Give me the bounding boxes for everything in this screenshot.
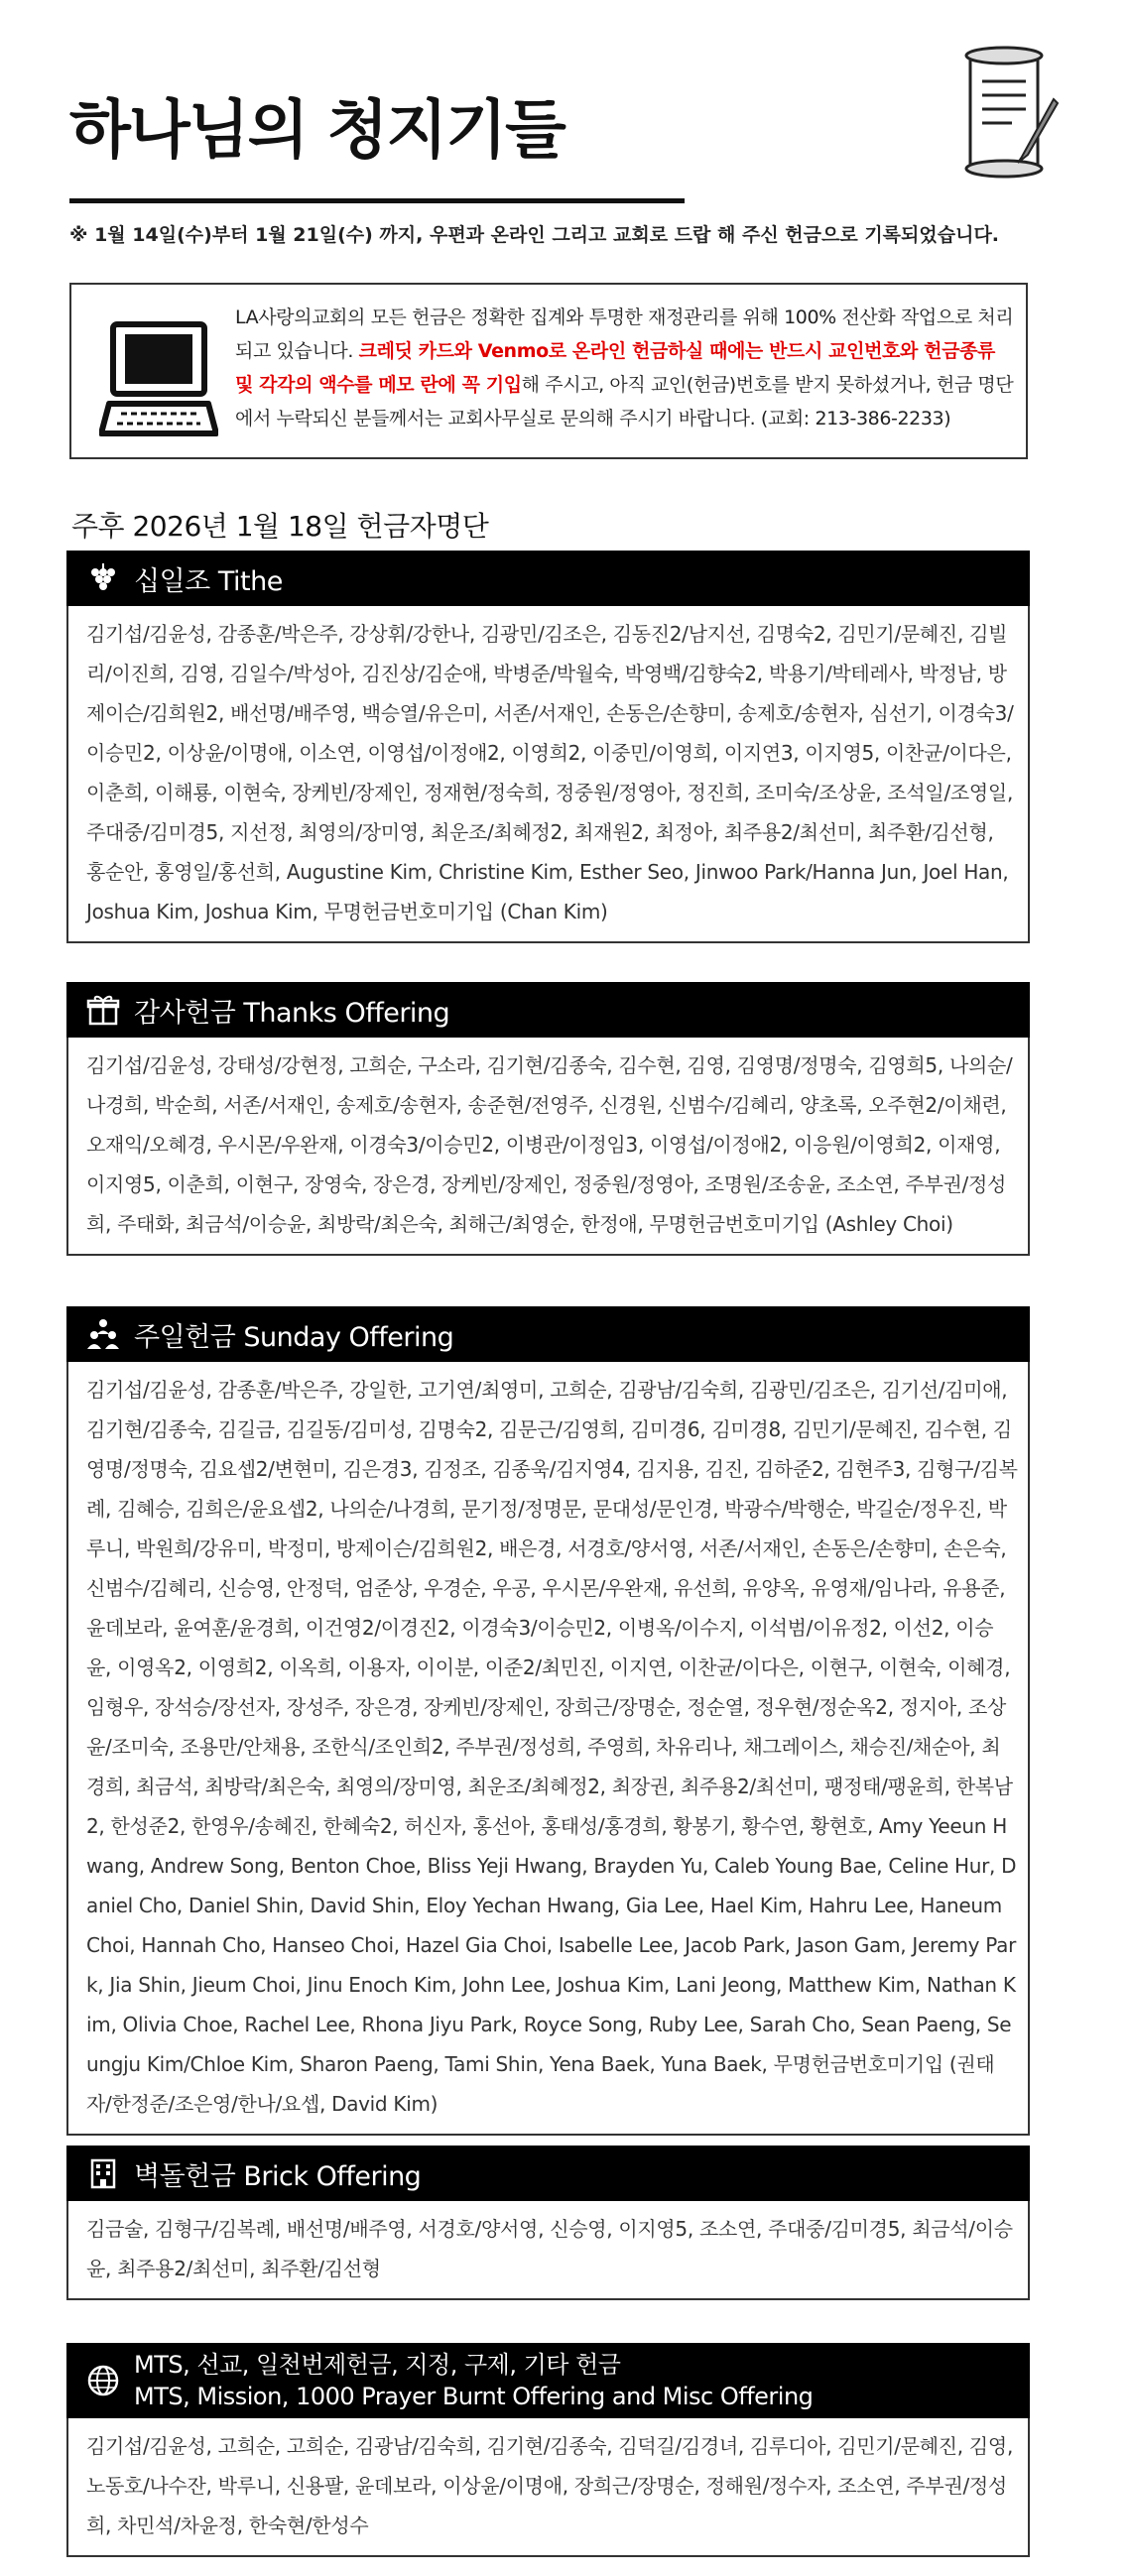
section-tithe-title: 십일조 Tithe (134, 565, 283, 597)
notice-part2: 해 주시고, 아직 교인(헌금)번호를 받지 못하셨거나, 헌금 명단에서 누락되신 분들께서는 교회사무실로 문의해 주시기 바랍니다. (교회: 213-386-2233) (235, 374, 1014, 429)
section-mts-title (134, 2349, 813, 2412)
title-underline (69, 198, 685, 203)
section-brick-names: 김금술, 김형구/김복례, 배선명/배주영, 서경호/양서영, 신승영, 이지영5, 조소연, 주대중/김미경5, 최금석/이승윤, 최주용2/최선미, 최주환/김선형 (66, 2201, 1030, 2300)
section-thanks (66, 982, 1030, 1256)
section-mts (66, 2343, 1030, 2557)
section-thanks-title: 감사헌금 Thanks Offering (134, 997, 450, 1029)
section-brick-header (66, 2146, 1030, 2201)
section-tithe-names: 김기섭/김윤성, 감종훈/박은주, 강상휘/강한나, 김광민/김조은, 김동진2/남지선, 김명숙2, 김민기/문혜진, 김빌리/이진희, 김영, 김일수/박성아, 김진상/김순애, 박병준/박월숙, 박영백/김향숙2, 박용기/박테레사, 박정남, 방제이슨/김희원2, 배선명/배주영, 백승열/유은미, 서존/서재인, 손동은/손향미, 송제호/송현자, 심선기, 이경숙3/이승민2, 이상윤/이명애, 이소연, 이영섭/이정애2, 이영희2, 이중민/이영희, 이지연3, 이지영5, 이찬균/이다은, 이춘희, 이해룡, 이현숙, 장케빈/장제인, 정재현/정숙희, 정중원/정영아, 정진희, 조미숙/조상윤, 조석일/조영일, 주대중/김미경5, 지선정, 최영의/장미영, 최운조/최혜정2, 최재원2, 최정아, 최주용2/최선미, 최주환/김선형, 홍순안, 홍영일/홍선희, Augustine Kim, Christine Kim, Esther Seo, Jinwoo Park/Hanna Jun, Joel Han, Joshua Kim, Joshua Kim, 무명헌금번호미기입 (Chan Kim) (66, 606, 1030, 943)
scroll-quill-icon (942, 40, 1062, 188)
page-header (69, 60, 1062, 188)
notice-text (235, 301, 1019, 435)
section-mts-title-en: MTS, Mission, 1000 Prayer Burnt Offering and Misc Offering (134, 2383, 814, 2410)
section-tithe-header (66, 551, 1030, 606)
section-mts-names: 김기섭/김윤성, 고희순, 고희순, 김광남/김숙희, 김기현/김종숙, 김덕길/김경녀, 김루디아, 김민기/문혜진, 김영, 노동호/나수잔, 박루니, 신용팔, 윤데보라, 이상윤/이명애, 장희근/장명순, 정해원/정수자, 조소연, 주부권/정성희, 차민석/차윤정, 한숙현/한성수 (66, 2418, 1030, 2557)
date-range-note: ※ 1월 14일(수)부터 1월 21일(수) 까지, 우편과 온라인 그리고 교회로 드랍 해 주신 헌금으로 기록되었습니다. (69, 224, 1000, 246)
gift-icon (86, 993, 120, 1027)
page-title: 하나님의 청지기들 (69, 94, 565, 168)
people-icon (86, 1317, 120, 1351)
section-brick (66, 2146, 1030, 2300)
grapes-icon (86, 561, 120, 595)
section-mts-title-ko: MTS, 선교, 일천번제헌금, 지정, 구제, 기타 헌금 (134, 2351, 621, 2379)
section-thanks-names: 김기섭/김윤성, 강태성/강현정, 고희순, 구소라, 김기현/김종숙, 김수현, 김영, 김영명/정명숙, 김영희5, 나의순/나경희, 박순희, 서존/서재인, 송제호/송현자, 송준현/전영주, 신경원, 신범수/김혜리, 양초록, 오주현2/이채련, 오재익/오혜경, 우시몬/우완재, 이경숙3/이승민2, 이병관/이정임3, 이영섭/이정애2, 이응원/이영희2, 이재영, 이지영5, 이춘희, 이현구, 장영숙, 장은경, 장케빈/장제인, 정중원/정영아, 조명원/조송윤, 조소연, 주부권/정성희, 주태화, 최금석/이승윤, 최방락/최은숙, 최해근/최영순, 한정애, 무명헌금번호미기입 (Ashley Choi) (66, 1038, 1030, 1256)
week-title: 주후 2026년 1월 18일 헌금자명단 (71, 510, 489, 543)
section-tithe (66, 551, 1030, 943)
section-thanks-header (66, 982, 1030, 1038)
section-brick-title: 벽돌헌금 Brick Offering (134, 2160, 422, 2192)
section-sunday (66, 1306, 1030, 2136)
globe-icon (86, 2364, 120, 2397)
section-sunday-title: 주일헌금 Sunday Offering (134, 1321, 454, 1353)
section-sunday-names: 김기섭/김윤성, 감종훈/박은주, 강일한, 고기연/최영미, 고희순, 김광남/김숙희, 김광민/김조은, 김기선/김미애, 김기현/김종숙, 김길금, 김길동/김미성, 김명숙2, 김문근/김영희, 김미경6, 김미경8, 김민기/문혜진, 김수현, 김영명/정명숙, 김요셉2/변현미, 김은경3, 김정조, 김종욱/김지영4, 김지용, 김진, 김하준2, 김현주3, 김형구/김복례, 김혜승, 김희은/윤요셉2, 나의순/나경희, 문기정/정명문, 문대성/문인경, 박광수/박행순, 박길순/정우진, 박루니, 박원희/강유미, 박정미, 방제이슨/김희원2, 배은경, 서경호/양서영, 서존/서재인, 손동은/손향미, 손은숙, 신범수/김혜리, 신승영, 안정덕, 엄준상, 우경순, 우공, 우시몬/우완재, 유선희, 유양옥, 유영재/임나라, 유용준, 윤데보라, 윤여훈/윤경희, 이건영2/이경진2, 이경숙3/이승민2, 이병옥/이수지, 이석범/이유정2, 이선2, 이승윤, 이영옥2, 이영희2, 이옥희, 이용자, 이이분, 이준2/최민진, 이지연, 이찬균/이다은, 이현구, 이현숙, 이혜경, 임형우, 장석승/장선자, 장성주, 장은경, 장케빈/장제인, 장희근/장명순, 정순열, 정우현/정순옥2, 정지아, 조상윤/조미숙, 조용만/안채용, 조한식/조인희2, 주부권/정성희, 주영희, 차유리나, 채그레이스, 채승진/채순아, 최경희, 최금석, 최방락/최은숙, 최영의/장미영, 최운조/최혜정2, 최장권, 최주용2/최선미, 팽정태/팽윤희, 한복남2, 한성준2, 한영우/송혜진, 한혜숙2, 허신자, 홍선아, 홍태성/홍경희, 황봉기, 황수연, 황현호, Amy Yeeun Hwang, Andrew Song, Benton Choe, Bliss Yeji Hwang, Brayden Yu, Caleb Young Bae, Celine Hur, Daniel Cho, Daniel Shin, David Shin, Eloy Yechan Hwang, Gia Lee, Hael Kim, Hahru Lee, Haneum Choi, Hannah Cho, Hanseo Choi, Hazel Gia Choi, Isabelle Lee, Jacob Park, Jason Gam, Jeremy Park, Jia Shin, Jieum Choi, Jinu Enoch Kim, John Lee, Joshua Kim, Lani Jeong, Matthew Kim, Nathan Kim, Olivia Choe, Rachel Lee, Rhona Jiyu Park, Royce Song, Ruby Lee, Sarah Cho, Sean Paeng, Seungju Kim/Chloe Kim, Sharon Paeng, Tami Shin, Yena Baek, Yuna Baek, 무명헌금번호미기입 (권태자/한정준/조은영/한나/요셉, David Kim) (66, 1362, 1030, 2136)
building-icon (86, 2156, 120, 2190)
notice-box (69, 283, 1028, 459)
notice-highlight: 크레딧 카드와 Venmo로 온라인 헌금하실 때에는 반드시 교인번호와 헌금종류 및 각각의 액수를 메모 란에 꼭 기입 (235, 340, 995, 396)
section-sunday-header (66, 1306, 1030, 1362)
section-mts-header (66, 2343, 1030, 2418)
notice-part1: LA사랑의교회의 모든 헌금은 정확한 집계와 투명한 재정관리를 위해 100% 전산화 작업으로 처리되고 있습니다. (235, 307, 1014, 362)
computer-icon (99, 314, 218, 443)
